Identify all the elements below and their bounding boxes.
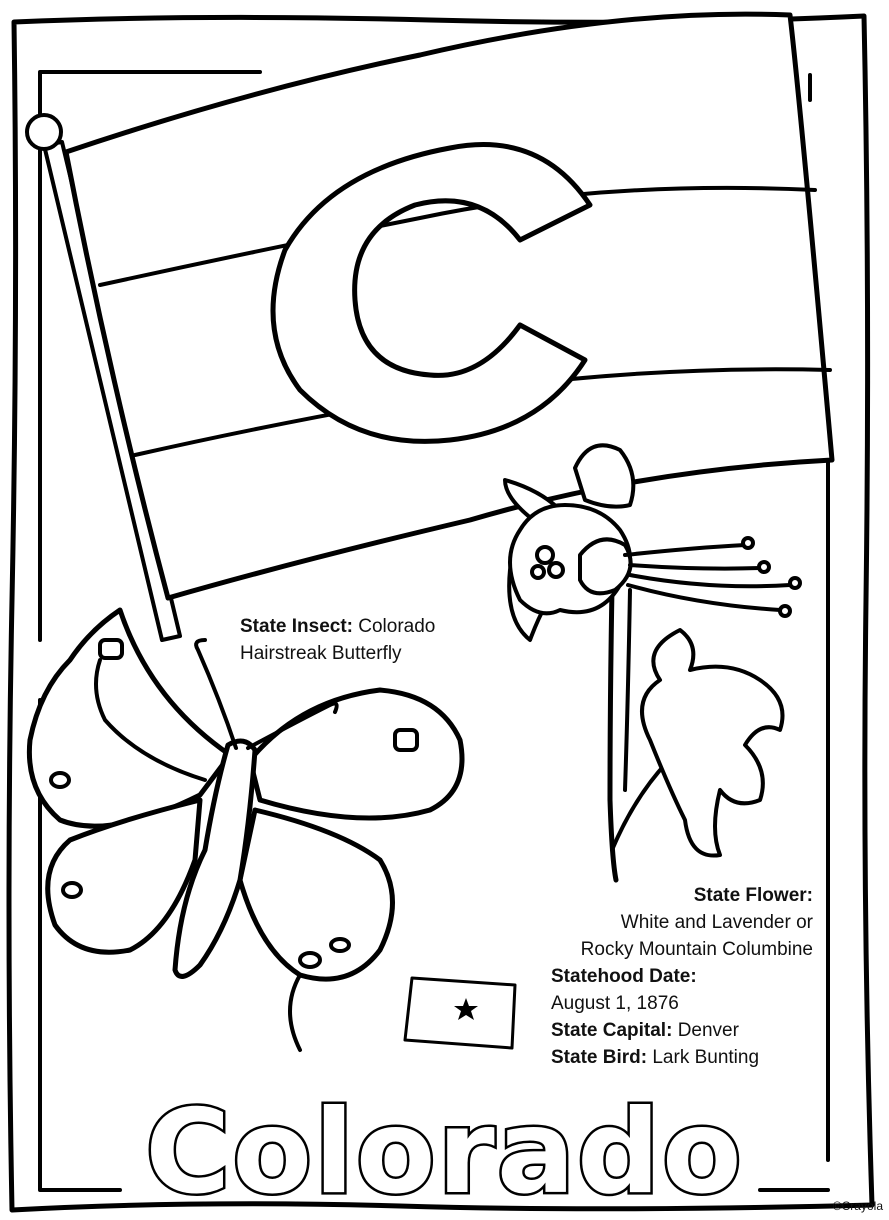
state-map-icon (405, 978, 515, 1048)
butterfly-illustration (29, 610, 462, 1050)
state-capital-label: State Capital: (551, 1020, 673, 1041)
state-name-title: Colorado (145, 1085, 744, 1220)
statehood-date-label: Statehood Date: (551, 966, 697, 987)
state-flower-value-line2: Rocky Mountain Columbine (580, 939, 813, 960)
state-insect-value-line2: Hairstreak Butterfly (240, 643, 402, 664)
copyright-text: ©Crayola (832, 1199, 883, 1213)
statehood-date-value: August 1, 1876 (551, 993, 679, 1014)
columbine-illustration (505, 445, 800, 880)
state-bird-label: State Bird: (551, 1047, 648, 1068)
state-insect-text (240, 613, 480, 667)
state-bird-value: Lark Bunting (652, 1047, 760, 1068)
state-capital-value: Denver (677, 1020, 739, 1041)
state-flower-label: State Flower: (693, 885, 813, 906)
state-facts-text (551, 882, 813, 1071)
state-insect-value-line1: Colorado (358, 616, 436, 637)
state-flower-value-line1: White and Lavender or (620, 912, 813, 933)
state-insect-label: State Insect: (240, 616, 353, 637)
flag-cloth (66, 14, 832, 598)
